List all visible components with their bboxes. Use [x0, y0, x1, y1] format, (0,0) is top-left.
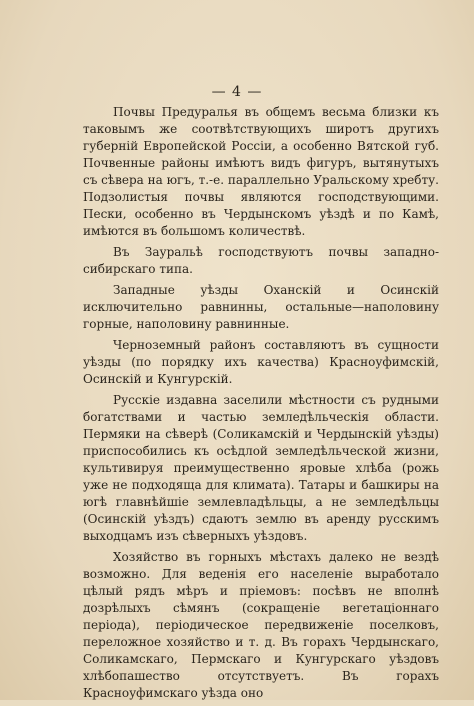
- paragraph-soils-preurals: Почвы Предуралья въ общемъ весьма близки къ таковымъ же соотвѣтствующихъ широтъ другихъ губерній Европейской Россіи, а особенно Вятской губ. Почвенные районы имѣютъ видъ фигуръ, вытянутыхъ съ сѣвера на югъ, т.-е. параллельно Уральскому хребту. Подзолистыя почвы являются господствующими. Пески, особенно въ Чердынскомъ уѣздѣ и по Камѣ, имѣются въ большомъ количествѣ.: [83, 105, 439, 238]
- paragraph-western-districts: Западные уѣзды Оханскій и Осинскій исключительно равнинны, остальные—наполовину горные, наполовину равнинные.: [83, 283, 439, 331]
- paragraph-chernozem-region: Черноземный районъ составляютъ въ сущности уѣзды (по порядку ихъ качества) Красноуфимскій, Осинскій и Кунгурскій.: [83, 338, 439, 386]
- paragraph-settlement: Русскіе издавна заселили мѣстности съ рудными богатствами и частью земледѣльческія области. Пермяки на сѣверѣ (Соликамскій и Чердынскій уѣзды) приспособились къ осѣдлой земледѣльческой жизни, культивируя преимущественно яровые хлѣба (рожь уже не подходяща для климата). Татары и башкиры на югѣ главнѣйшіе землевладѣльцы, а не земледѣльцы (Осинскій уѣздъ) сдаютъ землю въ аренду русскимъ выходцамъ изъ сѣверныхъ уѣздовъ.: [83, 393, 439, 543]
- paragraph-soils-trans-urals: Въ Зауральѣ господствуютъ почвы западно-сибирскаго типа.: [83, 245, 439, 276]
- page-number: — 4 —: [211, 84, 263, 100]
- paragraph-mountain-farming: Хозяйство въ горныхъ мѣстахъ далеко не вездѣ возможно. Для веденія его населеніе выработало цѣлый рядъ мѣръ и пріемовъ: посѣвъ не вполнѣ дозрѣлыхъ сѣмянъ (сокращеніе вегетаціоннаго періода), періодическое передвиженіе поселковъ, переложное хозяйство и т. д. Въ горахъ Чердынскаго, Соликамскаго, Пермскаго и Кунгурскаго уѣздовъ хлѣбопашество отсутствуетъ. Въ горахъ Красноуфимскаго уѣзда оно: [83, 550, 439, 700]
- page-body: [83, 104, 439, 706]
